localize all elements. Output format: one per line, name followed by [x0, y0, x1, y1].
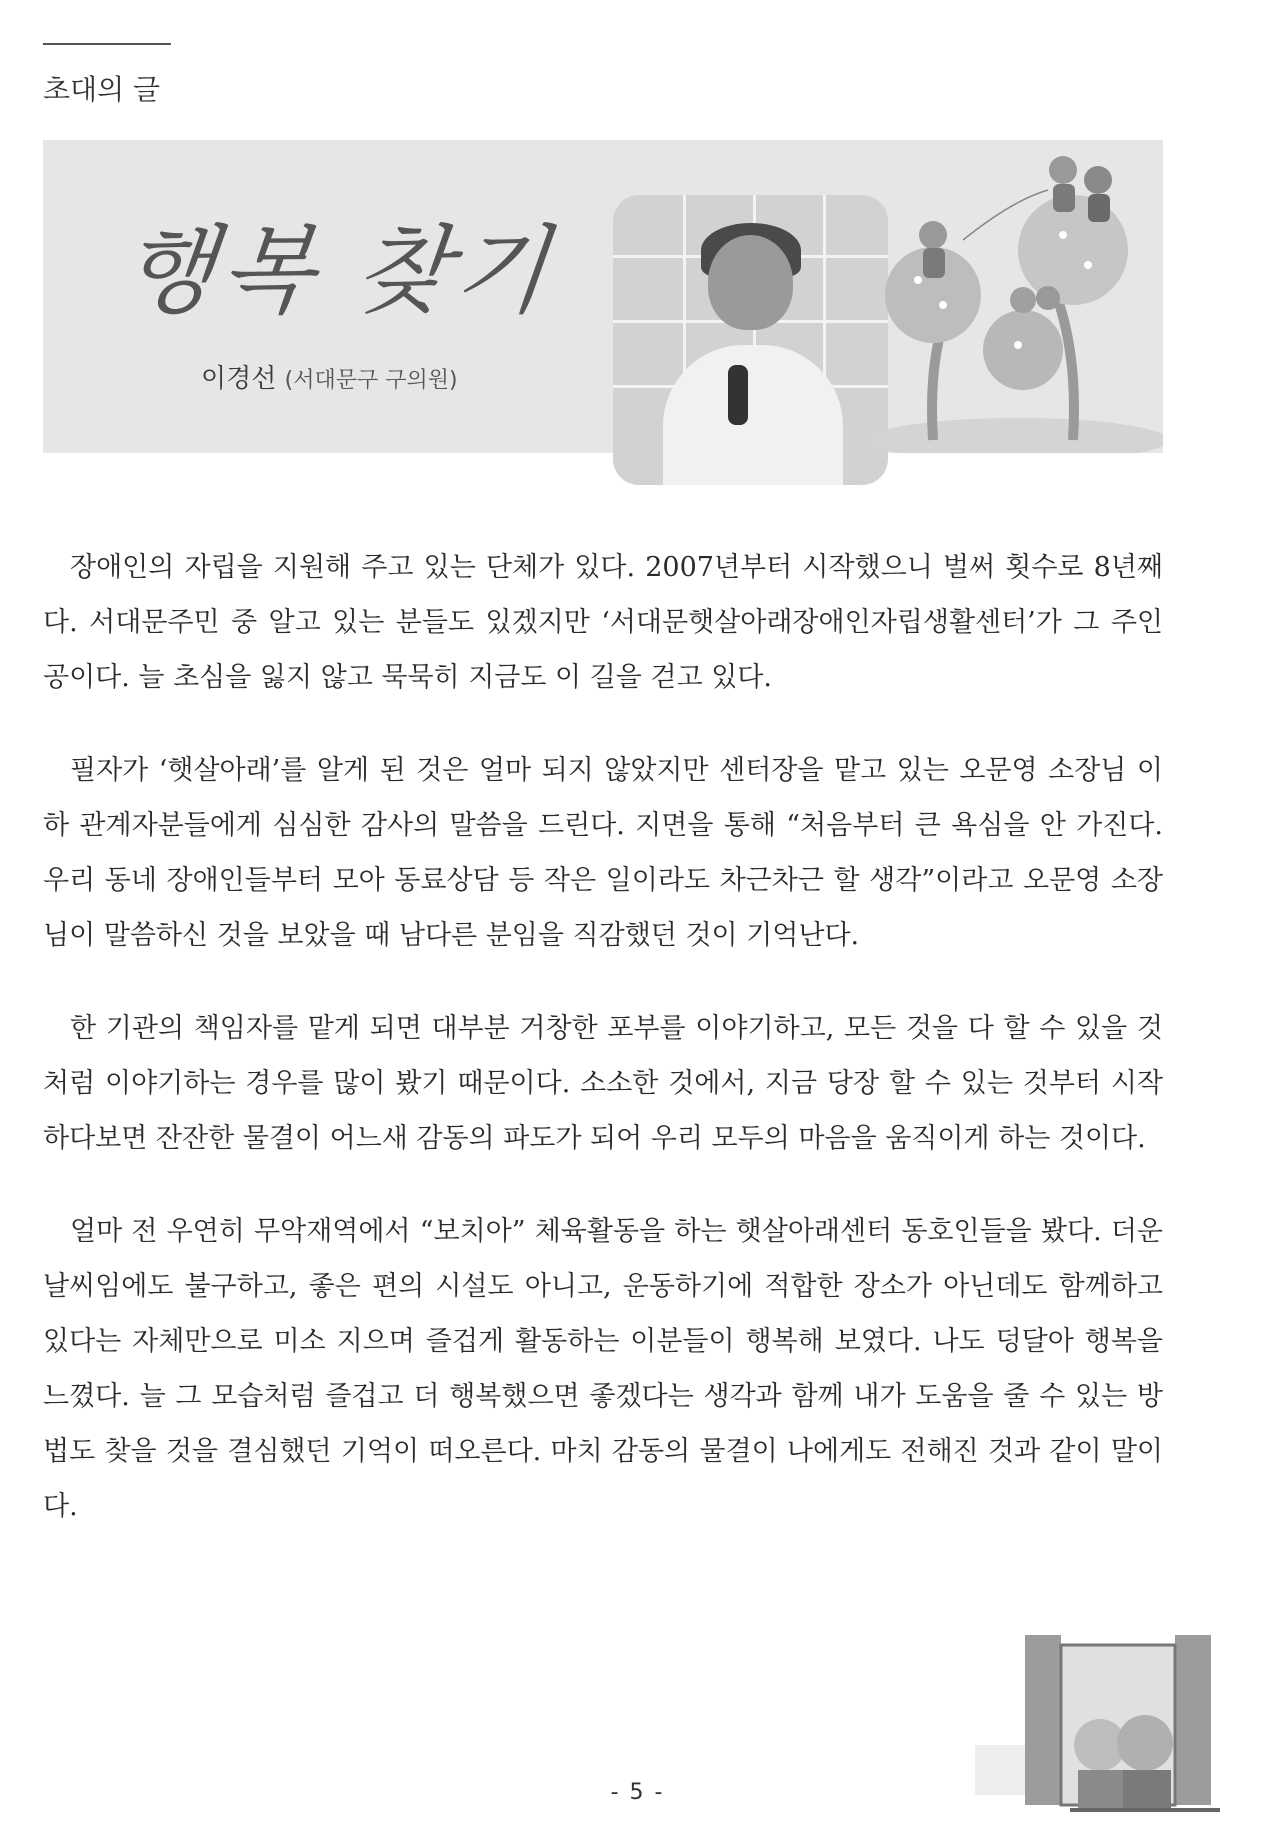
paragraph: 얼마 전 우연히 무악재역에서 “보치아” 체육활동을 하는 햇살아래센터 동호인들을 봤다. 더운 날씨임에도 불구하고, 좋은 편의 시설도 아니고, 운동하기에 적합한 장소가 아닌데도 함께하고 있다는 자체만으로 미소 지으며 즐겁게 활동하는 이분들이 행복해 보였다. 나도 덩달아 행복을 느꼈다. 늘 그 모습처럼 즐겁고 더 행복했으면 좋겠다는 생각과 함께 내가 도움을 줄 수 있는 방법도 찾을 것을 결심했던 기억이 떠오른다. 마치 감동의 물결이 나에게도 전해진 것과 같이 말이다.	[43, 1216, 1163, 1522]
section-label: 초대의 글	[43, 73, 161, 106]
article-body	[43, 540, 1163, 1572]
author-role: (서대문구 구의원)	[284, 368, 458, 393]
microphone-icon	[728, 365, 748, 425]
page-number: - 5 -	[610, 1780, 665, 1805]
author-byline	[201, 358, 458, 395]
author-name: 이경선	[201, 364, 277, 394]
paragraph: 필자가 ‘햇살아래’를 알게 된 것은 얼마 되지 않았지만 센터장을 맡고 있는 오문영 소장님 이하 관계자분들에게 심심한 감사의 말씀을 드린다. 지면을 통해 “처음부터 큰 욕심을 안 가진다. 우리 동네 장애인들부터 모아 동료상담 등 작은 일이라도 차근차근 할 생각”이라고 오문영 소장님이 말씀하신 것을 보았을 때 남다른 분임을 직감했던 것이 기억난다.	[43, 755, 1163, 951]
section-rule	[43, 43, 171, 45]
children-tree-illustration	[873, 140, 1163, 453]
paragraph: 장애인의 자립을 지원해 주고 있는 단체가 있다. 2007년부터 시작했으니 벌써 횟수로 8년째다. 서대문주민 중 알고 있는 분들도 있겠지만 ‘서대문햇살아래장애인자립생활센터’가 그 주인공이다. 늘 초심을 잃지 않고 묵묵히 지금도 이 길을 걷고 있다.	[43, 552, 1163, 693]
paragraph: 한 기관의 책임자를 맡게 되면 대부분 거창한 포부를 이야기하고, 모든 것을 다 할 수 있을 것처럼 이야기하는 경우를 많이 봤기 때문이다. 소소한 것에서, 지금 당장 할 수 있는 것부터 시작하다보면 잔잔한 물결이 어느새 감동의 파도가 되어 우리 모두의 마음을 움직이게 하는 것이다.	[43, 1013, 1163, 1154]
author-photo	[613, 195, 888, 485]
article-title: 행복 찾기	[116, 215, 560, 327]
title-banner	[43, 140, 1163, 453]
